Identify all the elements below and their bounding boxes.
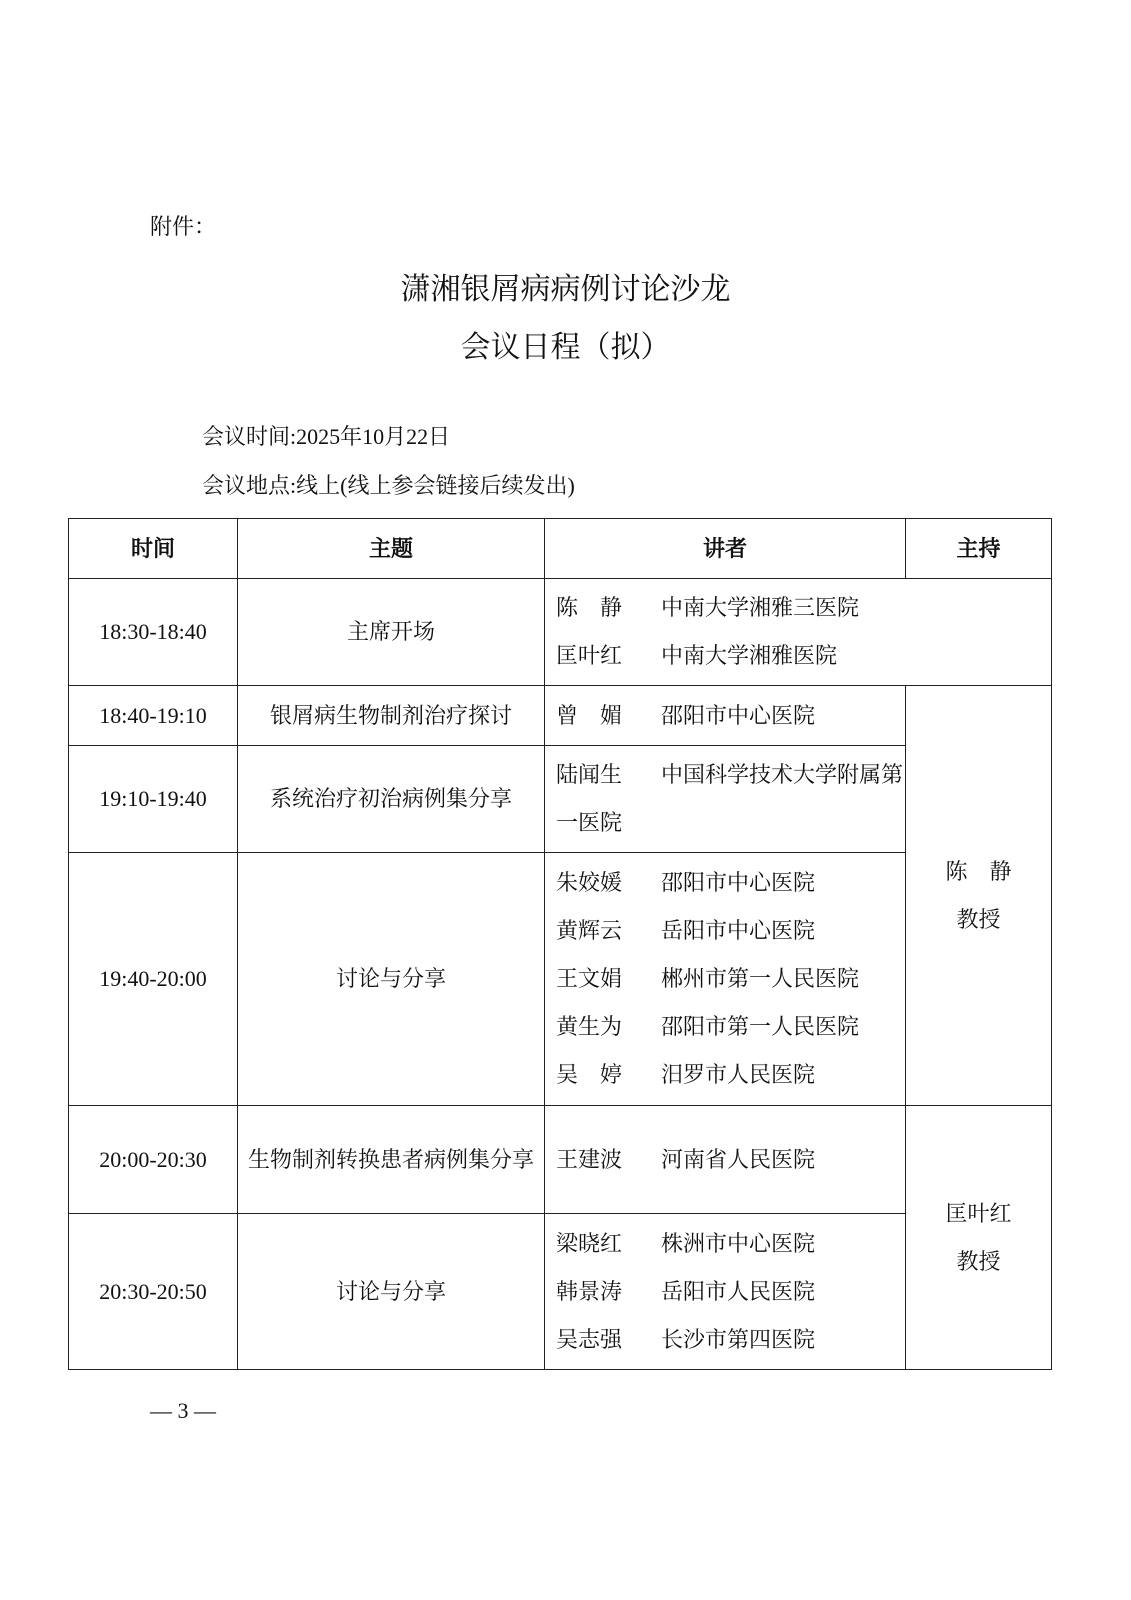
- speaker-entry: [556, 584, 1051, 632]
- speaker-entry: [556, 1220, 905, 1268]
- time-cell: 20:00-20:30: [69, 1106, 238, 1214]
- host-title: 教授: [956, 1248, 1001, 1274]
- speaker-cell: [545, 1106, 906, 1214]
- speaker-org: 河南省人民医院: [661, 1146, 816, 1172]
- host-cell: [906, 686, 1052, 1106]
- speaker-org: 汨罗市人民医院: [661, 1062, 816, 1087]
- speaker-entry: [556, 907, 905, 955]
- speaker-org: 岳阳市中心医院: [661, 918, 816, 943]
- header-host: 主持: [906, 519, 1052, 579]
- schedule-table: [68, 518, 1052, 1370]
- time-cell: 18:30-18:40: [69, 579, 238, 686]
- speaker-name: 曾 媚: [556, 702, 623, 728]
- host-name: 陈 静: [945, 858, 1012, 884]
- topic-cell: 讨论与分享: [238, 1214, 545, 1370]
- table-row: [69, 1106, 1052, 1214]
- table-row: [69, 686, 1052, 746]
- speaker-entry: [556, 692, 905, 740]
- attachment-label: 附件：: [150, 214, 217, 239]
- time-cell: 18:40-19:10: [69, 686, 238, 746]
- speaker-entry: [556, 632, 1051, 680]
- page-number: — 3 —: [150, 1398, 216, 1423]
- speaker-org: 中国科学技术大学附属第一医院: [556, 762, 904, 835]
- speaker-cell: [545, 686, 906, 746]
- speaker-org: 中南大学湘雅三医院: [661, 595, 860, 620]
- table-row: [69, 579, 1052, 686]
- time-cell: 20:30-20:50: [69, 1214, 238, 1370]
- speaker-name: 梁晓红: [556, 1230, 623, 1256]
- table-row: [69, 1214, 1052, 1370]
- document-subtitle: 会议日程（拟）: [460, 331, 671, 364]
- topic-cell: 主席开场: [238, 579, 545, 686]
- speaker-org: 岳阳市人民医院: [661, 1278, 816, 1304]
- speaker-name: 韩景涛: [556, 1278, 623, 1304]
- host-name: 匡叶红: [945, 1200, 1012, 1226]
- speaker-cell: [545, 1214, 906, 1370]
- speaker-name: 王文娟: [556, 966, 623, 991]
- topic-cell: 银屑病生物制剂治疗探讨: [238, 686, 545, 746]
- speaker-org: 长沙市第四医院: [661, 1326, 816, 1352]
- header-time: 时间: [69, 519, 238, 579]
- topic-cell: 生物制剂转换患者病例集分享: [238, 1106, 545, 1214]
- speaker-org: 邵阳市中心医院: [661, 702, 816, 728]
- speaker-entry: [556, 1268, 905, 1316]
- table-header-row: [69, 519, 1052, 579]
- speaker-name: 黄生为: [556, 1014, 623, 1039]
- speaker-entry: [556, 955, 905, 1003]
- speaker-org: 邵阳市中心医院: [661, 870, 816, 895]
- document-title: 潇湘银屑病病例讨论沙龙: [400, 273, 731, 306]
- speaker-name: 朱姣媛: [556, 870, 623, 895]
- speaker-name: 匡叶红: [556, 643, 623, 668]
- speaker-entry: [556, 1003, 905, 1051]
- table-row: [69, 853, 1052, 1106]
- meeting-place: 会议地点:线上(线上参会链接后续发出): [202, 473, 575, 498]
- speaker-name: 陈 静: [556, 595, 623, 620]
- speaker-org: 郴州市第一人民医院: [661, 966, 860, 991]
- header-speaker: 讲者: [545, 519, 906, 579]
- speaker-entry: [556, 751, 905, 847]
- time-cell: 19:40-20:00: [69, 853, 238, 1106]
- speaker-cell: [545, 746, 906, 853]
- speaker-cell: [545, 853, 906, 1106]
- speaker-org: 株洲市中心医院: [661, 1230, 816, 1256]
- meeting-time: 会议时间:2025年10月22日: [202, 424, 451, 449]
- header-topic: 主题: [238, 519, 545, 579]
- host-cell: [906, 1106, 1052, 1370]
- speaker-entry: [556, 1136, 905, 1184]
- table-row: [69, 746, 1052, 853]
- speaker-cell: [545, 579, 1052, 686]
- speaker-name: 吴 婷: [556, 1062, 623, 1087]
- speaker-name: 陆闻生: [556, 762, 623, 787]
- topic-cell: 讨论与分享: [238, 853, 545, 1106]
- speaker-entry: [556, 859, 905, 907]
- speaker-org: 邵阳市第一人民医院: [661, 1014, 860, 1039]
- speaker-entry: [556, 1051, 905, 1099]
- speaker-name: 王建波: [556, 1146, 623, 1172]
- speaker-org: 中南大学湘雅医院: [661, 643, 838, 668]
- speaker-name: 黄辉云: [556, 918, 623, 943]
- host-title: 教授: [956, 906, 1001, 932]
- speaker-entry: [556, 1316, 905, 1364]
- time-cell: 19:10-19:40: [69, 746, 238, 853]
- topic-cell: 系统治疗初治病例集分享: [238, 746, 545, 853]
- speaker-name: 吴志强: [556, 1326, 623, 1352]
